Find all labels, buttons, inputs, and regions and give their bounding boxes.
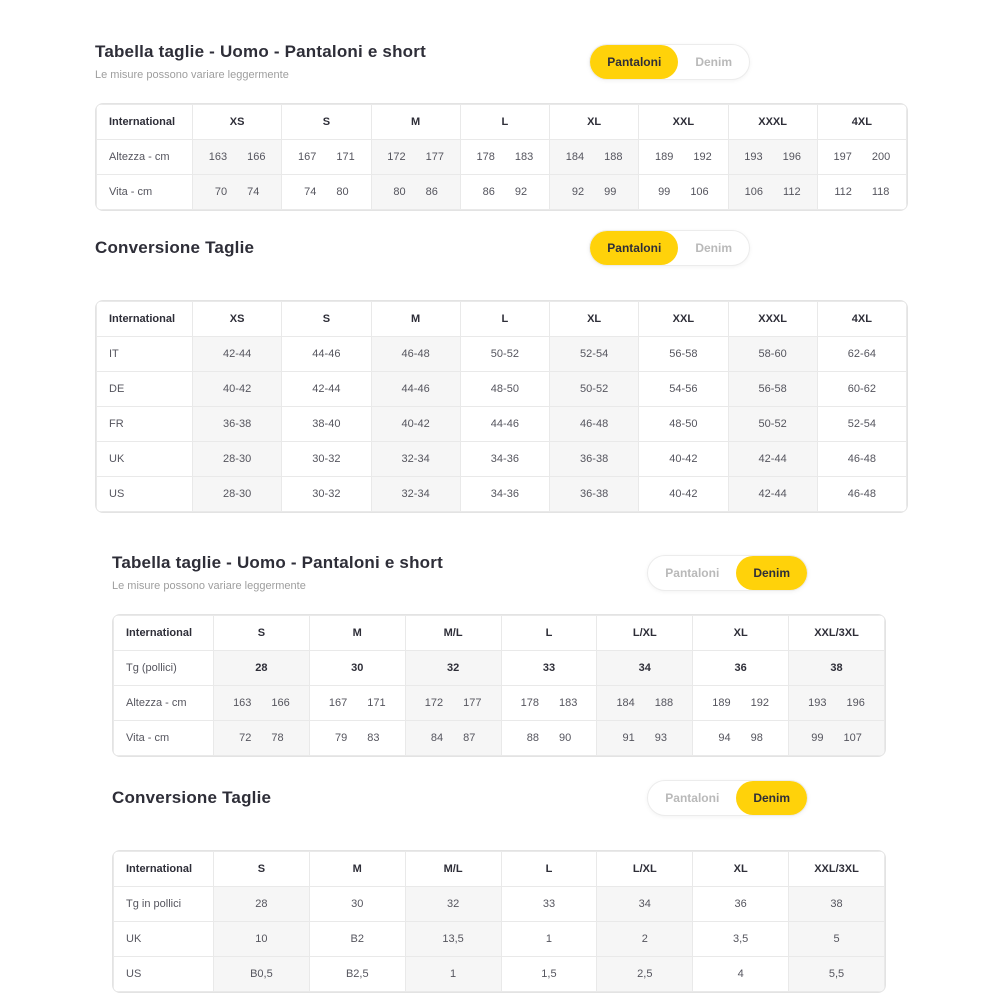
value: 177 — [463, 697, 482, 709]
table-cell: 46-48 — [550, 407, 639, 442]
table-cell — [309, 721, 405, 756]
pantaloni-denim-toggle — [589, 44, 750, 80]
table-row — [114, 651, 885, 686]
table-cell — [193, 140, 282, 175]
value: 99 — [658, 186, 671, 198]
value: 163 — [208, 151, 228, 163]
table-cell: 1,5 — [501, 957, 597, 992]
section-conversion-denim — [112, 780, 886, 993]
table-cell — [214, 721, 310, 756]
value-pair — [314, 697, 401, 709]
header-row — [97, 105, 907, 140]
conversion-table-denim — [112, 850, 886, 993]
table-cell: 36 — [693, 651, 789, 686]
value: 87 — [463, 732, 476, 744]
toggle-option-denim[interactable]: Denim — [736, 781, 807, 815]
value-pair — [314, 732, 401, 744]
value: 118 — [871, 186, 890, 198]
value-pair — [601, 697, 688, 709]
value-pair — [643, 186, 723, 198]
value-pair — [643, 151, 723, 163]
table-cell: 42-44 — [193, 337, 282, 372]
table-cell — [371, 175, 460, 210]
value: 178 — [476, 151, 495, 163]
data-table — [96, 301, 907, 512]
section-titles — [112, 553, 647, 592]
value: 112 — [783, 186, 801, 198]
table-cell: 36 — [693, 887, 789, 922]
table-cell: 38-40 — [282, 407, 371, 442]
table-cell: 44-46 — [371, 372, 460, 407]
row-label: Tg (pollici) — [114, 651, 214, 686]
section-title: Conversione Taglie — [95, 238, 255, 257]
value-pair — [793, 697, 880, 709]
table-cell: B0,5 — [214, 957, 310, 992]
table-cell: 46-48 — [817, 442, 906, 477]
table-cell: 52-54 — [550, 337, 639, 372]
value: 172 — [387, 151, 406, 163]
value: 106 — [744, 186, 764, 198]
column-header: 4XL — [817, 105, 906, 140]
value: 178 — [520, 697, 539, 709]
column-header: XXXL — [728, 105, 817, 140]
value: 167 — [328, 697, 348, 709]
table-cell: 36-38 — [550, 477, 639, 512]
section-header — [95, 230, 908, 266]
table-cell — [789, 721, 885, 756]
column-header: S — [214, 852, 310, 887]
value: 197 — [833, 151, 852, 163]
table-cell — [817, 140, 906, 175]
table-cell — [789, 686, 885, 721]
value-pair — [376, 151, 456, 163]
table-row — [114, 957, 885, 992]
row-label: UK — [97, 442, 193, 477]
value: 193 — [744, 151, 763, 163]
table-row — [97, 407, 907, 442]
row-label: DE — [97, 372, 193, 407]
value-pair — [376, 186, 456, 198]
column-header: M — [371, 105, 460, 140]
row-label: Altezza - cm — [97, 140, 193, 175]
column-header: XS — [193, 302, 282, 337]
table-cell — [214, 686, 310, 721]
table-cell: 40-42 — [639, 477, 728, 512]
column-header: 4XL — [817, 302, 906, 337]
table-cell — [371, 140, 460, 175]
value: 196 — [846, 697, 865, 709]
page-title: Tabella taglie - Uomo - Pantaloni e short — [95, 42, 426, 61]
corner-header: International — [97, 105, 193, 140]
value-pair — [601, 732, 688, 744]
value: 78 — [271, 732, 284, 744]
table-cell — [597, 721, 693, 756]
size-table-denim — [112, 614, 886, 757]
toggle-option-denim[interactable]: Denim — [678, 45, 749, 79]
section-subtitle: Le misure possono variare leggermente — [112, 580, 306, 592]
section-subtitle: Le misure possono variare leggermente — [95, 69, 289, 81]
value: 86 — [425, 186, 438, 198]
section-title: Tabella taglie - Uomo - Pantaloni e short — [112, 553, 443, 572]
value: 91 — [622, 732, 635, 744]
table-row — [97, 442, 907, 477]
value: 94 — [718, 732, 731, 744]
table-cell: B2 — [309, 922, 405, 957]
value-pair — [793, 732, 880, 744]
table-cell: 32-34 — [371, 477, 460, 512]
table-cell: 44-46 — [282, 337, 371, 372]
table-cell: 30 — [309, 651, 405, 686]
row-label: Vita - cm — [97, 175, 193, 210]
table-cell — [728, 175, 817, 210]
table-cell — [309, 686, 405, 721]
header-row — [114, 852, 885, 887]
section-titles — [95, 238, 589, 258]
table-cell — [193, 175, 282, 210]
value-pair — [286, 151, 366, 163]
value-pair — [822, 186, 902, 198]
value: 107 — [843, 732, 862, 744]
column-header: XXL — [639, 302, 728, 337]
table-cell: 13,5 — [405, 922, 501, 957]
column-header: XL — [550, 302, 639, 337]
value: 184 — [616, 697, 635, 709]
value: 189 — [655, 151, 674, 163]
value-pair — [410, 732, 497, 744]
value: 184 — [565, 151, 585, 163]
table-cell: 58-60 — [728, 337, 817, 372]
table-row — [97, 140, 907, 175]
column-header: XL — [550, 105, 639, 140]
table-cell: 52-54 — [817, 407, 906, 442]
toggle-option-denim[interactable]: Denim — [736, 556, 807, 590]
table-cell: 46-48 — [371, 337, 460, 372]
column-header: M/L — [405, 852, 501, 887]
table-cell: 50-52 — [460, 337, 549, 372]
data-table — [113, 615, 885, 756]
table-cell — [550, 140, 639, 175]
table-cell: 28-30 — [193, 477, 282, 512]
column-header: M — [309, 852, 405, 887]
value: 189 — [712, 697, 731, 709]
section-header — [95, 42, 908, 81]
toggle-option-pantaloni[interactable]: Pantaloni — [590, 231, 678, 265]
toggle-option-pantaloni[interactable]: Pantaloni — [590, 45, 678, 79]
table-cell — [282, 175, 371, 210]
table-cell: 62-64 — [817, 337, 906, 372]
table-cell: 3,5 — [693, 922, 789, 957]
value: 79 — [335, 732, 348, 744]
value: 192 — [750, 697, 769, 709]
value-pair — [506, 732, 593, 744]
table-cell: 36-38 — [550, 442, 639, 477]
section-size-table-denim — [112, 553, 886, 757]
table-cell — [501, 721, 597, 756]
table-cell: 34 — [597, 651, 693, 686]
table-cell — [405, 686, 501, 721]
table-cell: 2 — [597, 922, 693, 957]
value: 171 — [336, 151, 355, 163]
value: 166 — [247, 151, 266, 163]
toggle-option-pantaloni[interactable]: Pantaloni — [648, 556, 736, 590]
table-cell — [460, 140, 549, 175]
row-label: US — [97, 477, 193, 512]
row-label: IT — [97, 337, 193, 372]
table-cell: 54-56 — [639, 372, 728, 407]
column-header: XXL/3XL — [789, 852, 885, 887]
table-cell: 5,5 — [789, 957, 885, 992]
table-cell: 48-50 — [460, 372, 549, 407]
value: 183 — [514, 151, 534, 163]
table-cell: 56-58 — [639, 337, 728, 372]
table-cell — [639, 140, 728, 175]
value: 83 — [367, 732, 380, 744]
section-size-table-pantaloni — [95, 42, 908, 211]
value: 92 — [571, 186, 585, 198]
row-label: UK — [114, 922, 214, 957]
table-cell — [728, 140, 817, 175]
value: 112 — [834, 186, 852, 198]
table-cell: 48-50 — [639, 407, 728, 442]
table-cell: 42-44 — [728, 477, 817, 512]
table-row — [114, 686, 885, 721]
column-header: L/XL — [597, 852, 693, 887]
value-pair — [733, 151, 813, 163]
table-cell: 28-30 — [193, 442, 282, 477]
table-cell — [282, 140, 371, 175]
table-cell: 1 — [405, 957, 501, 992]
section-titles — [112, 788, 647, 808]
data-table — [96, 104, 907, 210]
table-cell — [501, 686, 597, 721]
value-pair — [286, 186, 366, 198]
value: 183 — [558, 697, 578, 709]
column-header: XL — [693, 616, 789, 651]
table-cell — [639, 175, 728, 210]
value: 93 — [654, 732, 668, 744]
row-label: US — [114, 957, 214, 992]
conversion-table-pantaloni — [95, 300, 908, 513]
value: 200 — [871, 151, 891, 163]
section-title: Conversione Taglie — [112, 788, 272, 807]
table-cell: 32 — [405, 887, 501, 922]
section-titles — [95, 42, 589, 81]
toggle-option-pantaloni[interactable]: Pantaloni — [648, 781, 736, 815]
column-header: M — [371, 302, 460, 337]
column-header: L — [501, 852, 597, 887]
value: 80 — [336, 186, 349, 198]
table-cell: 46-48 — [817, 477, 906, 512]
value: 92 — [514, 186, 528, 198]
value: 70 — [214, 186, 228, 198]
section-header — [112, 780, 886, 816]
table-cell: 44-46 — [460, 407, 549, 442]
value: 163 — [233, 697, 252, 709]
table-cell: B2,5 — [309, 957, 405, 992]
row-label: Tg in pollici — [114, 887, 214, 922]
column-header: XXXL — [728, 302, 817, 337]
table-cell — [693, 721, 789, 756]
value: 188 — [654, 697, 674, 709]
table-cell — [550, 175, 639, 210]
value: 84 — [430, 732, 444, 744]
column-header: XS — [193, 105, 282, 140]
value: 98 — [750, 732, 763, 744]
corner-header: International — [114, 852, 214, 887]
table-cell: 10 — [214, 922, 310, 957]
table-row — [97, 477, 907, 512]
value-pair — [197, 186, 277, 198]
column-header: M/L — [405, 616, 501, 651]
table-cell — [460, 175, 549, 210]
value: 166 — [271, 697, 290, 709]
value-pair — [697, 732, 784, 744]
table-cell: 32-34 — [371, 442, 460, 477]
toggle-option-denim[interactable]: Denim — [678, 231, 749, 265]
value-pair — [218, 732, 305, 744]
value: 171 — [367, 697, 386, 709]
table-cell: 32 — [405, 651, 501, 686]
value-pair — [465, 151, 545, 163]
value: 188 — [604, 151, 623, 163]
table-cell: 30 — [309, 887, 405, 922]
value: 99 — [604, 186, 617, 198]
table-cell: 30-32 — [282, 477, 371, 512]
table-cell: 34-36 — [460, 442, 549, 477]
table-row — [97, 372, 907, 407]
table-cell: 28 — [214, 651, 310, 686]
corner-header: International — [97, 302, 193, 337]
value: 177 — [425, 151, 444, 163]
value: 193 — [808, 697, 827, 709]
table-cell: 33 — [501, 887, 597, 922]
header-row — [114, 616, 885, 651]
section-header — [112, 553, 886, 592]
value: 86 — [482, 186, 495, 198]
size-table-pantaloni — [95, 103, 908, 211]
column-header: L — [501, 616, 597, 651]
value: 74 — [304, 186, 317, 198]
pantaloni-denim-toggle — [647, 780, 808, 816]
table-cell: 50-52 — [728, 407, 817, 442]
value-pair — [410, 697, 497, 709]
column-header: M — [309, 616, 405, 651]
table-cell: 38 — [789, 651, 885, 686]
value-pair — [554, 186, 634, 198]
column-header: L — [460, 105, 549, 140]
table-cell: 34-36 — [460, 477, 549, 512]
table-cell: 40-42 — [371, 407, 460, 442]
table-cell: 36-38 — [193, 407, 282, 442]
table-cell: 60-62 — [817, 372, 906, 407]
value-pair — [465, 186, 545, 198]
table-cell: 40-42 — [193, 372, 282, 407]
value: 172 — [424, 697, 444, 709]
table-row — [97, 175, 907, 210]
column-header: XL — [693, 852, 789, 887]
table-row — [114, 721, 885, 756]
column-header: S — [282, 302, 371, 337]
table-cell: 5 — [789, 922, 885, 957]
value-pair — [733, 186, 813, 198]
table-cell: 40-42 — [639, 442, 728, 477]
section-conversion-pantaloni — [95, 230, 908, 513]
table-cell — [597, 686, 693, 721]
value-pair — [218, 697, 305, 709]
value-pair — [554, 151, 634, 163]
value: 196 — [782, 151, 801, 163]
table-cell: 33 — [501, 651, 597, 686]
table-row — [97, 337, 907, 372]
table-cell: 50-52 — [550, 372, 639, 407]
table-row — [114, 922, 885, 957]
table-cell: 42-44 — [282, 372, 371, 407]
header-row — [97, 302, 907, 337]
value: 88 — [526, 732, 539, 744]
table-cell — [817, 175, 906, 210]
table-cell: 38 — [789, 887, 885, 922]
row-label: Altezza - cm — [114, 686, 214, 721]
row-label: Vita - cm — [114, 721, 214, 756]
value: 74 — [247, 186, 260, 198]
value-pair — [822, 151, 902, 163]
value: 106 — [690, 186, 709, 198]
column-header: XXL/3XL — [789, 616, 885, 651]
pantaloni-denim-toggle — [589, 230, 750, 266]
column-header: XXL — [639, 105, 728, 140]
table-cell: 1 — [501, 922, 597, 957]
value: 99 — [811, 732, 824, 744]
value: 167 — [298, 151, 317, 163]
table-cell: 56-58 — [728, 372, 817, 407]
value: 90 — [558, 732, 572, 744]
row-label: FR — [97, 407, 193, 442]
table-row — [114, 887, 885, 922]
value: 72 — [239, 732, 252, 744]
data-table — [113, 851, 885, 992]
column-header: S — [214, 616, 310, 651]
table-cell — [405, 721, 501, 756]
column-header: S — [282, 105, 371, 140]
value-pair — [197, 151, 277, 163]
value-pair — [506, 697, 593, 709]
column-header: L — [460, 302, 549, 337]
table-cell: 4 — [693, 957, 789, 992]
value: 192 — [693, 151, 712, 163]
value-pair — [697, 697, 784, 709]
table-cell: 30-32 — [282, 442, 371, 477]
corner-header: International — [114, 616, 214, 651]
column-header: L/XL — [597, 616, 693, 651]
pantaloni-denim-toggle — [647, 555, 808, 591]
table-cell — [693, 686, 789, 721]
value: 80 — [393, 186, 406, 198]
table-cell: 34 — [597, 887, 693, 922]
table-cell: 2,5 — [597, 957, 693, 992]
table-cell: 28 — [214, 887, 310, 922]
table-cell: 42-44 — [728, 442, 817, 477]
